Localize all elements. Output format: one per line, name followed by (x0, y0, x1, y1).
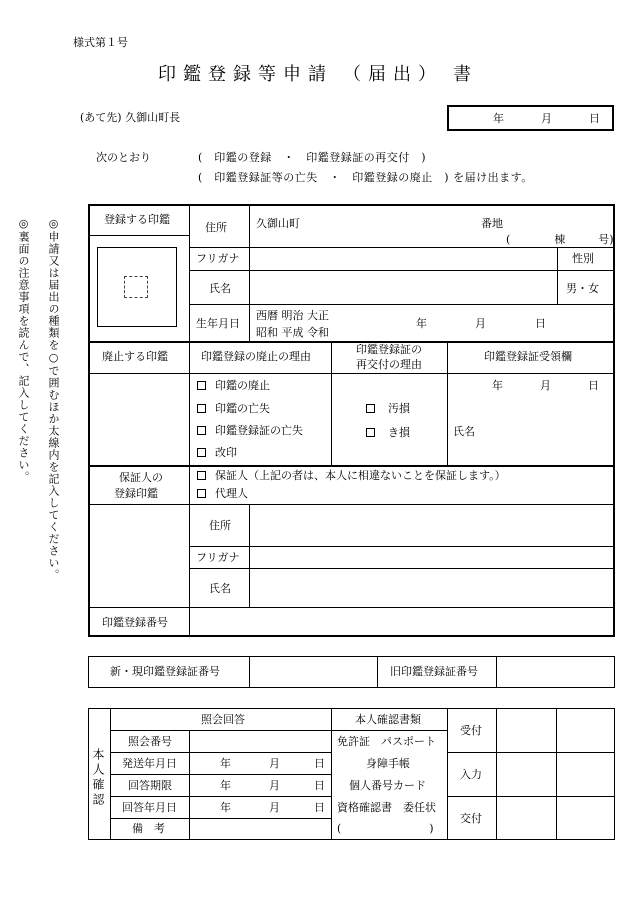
receipt-year: 年 (492, 379, 503, 392)
reissue-damaged: き損 (388, 426, 410, 439)
option-guarantor: 保証人（上記の者は、本人に相違ないことを保証します。） (215, 469, 506, 482)
intro-line1: ( 印鑑の登録 ・ 印鑑登録証の再交付 ) (198, 151, 427, 164)
building-label: ( 棟 号) (506, 233, 614, 246)
title-end: 書 (453, 64, 478, 85)
guarantor-furigana-label: フリガナ (196, 551, 240, 564)
dob-year: 年 (416, 317, 427, 330)
row-answer-day: 日 (314, 801, 325, 814)
reissue-soiled: 汚損 (388, 402, 410, 415)
old-cert-number-label: 旧印鑑登録証番号 (390, 665, 478, 678)
date-box[interactable] (447, 105, 614, 131)
checkbox-card-lost[interactable] (197, 426, 206, 435)
gender-value[interactable]: 男・女 (566, 282, 599, 295)
date-month-label: 月 (541, 112, 552, 125)
reg-no-label: 印鑑登録番号 (102, 616, 168, 629)
name-label: 氏名 (209, 282, 231, 295)
new-cert-number-label: 新・現印鑑登録証番号 (110, 665, 220, 678)
reason-seal-abolished: 印鑑の廃止 (215, 379, 270, 392)
form-number: 様式第１号 (73, 36, 128, 49)
receipt-label: 印鑑登録証受領欄 (484, 350, 572, 363)
gender-label: 性別 (572, 252, 594, 265)
dob-era-line1[interactable]: 西暦 明治 大正 (256, 309, 329, 322)
addressee: (あて先) 久御山町長 (80, 111, 181, 124)
furigana-label: フリガナ (196, 252, 240, 265)
register-seal-box[interactable] (97, 247, 177, 327)
row-deadline: 回答期限 (128, 779, 172, 792)
row-sent-date: 発送年月日 (122, 757, 177, 770)
reason-seal-lost: 印鑑の亡失 (215, 402, 270, 415)
guarantor-address-label: 住所 (209, 519, 231, 532)
checkbox-soiled[interactable] (366, 404, 375, 413)
row-sent-month: 月 (269, 757, 280, 770)
row-inquiry-no: 照会番号 (128, 735, 172, 748)
inquiry-header: 照会回答 (201, 713, 245, 726)
dob-day: 日 (535, 317, 546, 330)
id-doc-mynumber[interactable]: 個人番号カード (349, 779, 426, 792)
reissue-label-1: 印鑑登録証の (356, 343, 422, 356)
checkbox-damaged[interactable] (366, 428, 375, 437)
stage-issue: 交付 (460, 812, 482, 825)
checkbox-guarantor[interactable] (197, 471, 206, 480)
dob-era-line2[interactable]: 昭和 平成 令和 (256, 326, 329, 339)
reissue-label-2: 再交付の理由 (356, 358, 422, 371)
reason-seal-change: 改印 (215, 446, 237, 459)
stage-reception: 受付 (460, 724, 482, 737)
address-value: 久御山町 (256, 217, 300, 230)
checkbox-seal-abolished[interactable] (197, 381, 206, 390)
abolish-seal-label: 廃止する印鑑 (102, 350, 168, 363)
receipt-month: 月 (540, 379, 551, 392)
row-sent-day: 日 (314, 757, 325, 770)
date-year-label: 年 (493, 112, 504, 125)
intro-line2: ( 印鑑登録証等の亡失 ・ 印鑑登録の廃止 ) を届け出ます。 (198, 171, 533, 184)
checkbox-proxy[interactable] (197, 489, 206, 498)
dob-month: 月 (475, 317, 486, 330)
guarantor-label-1: 保証人の (119, 471, 163, 484)
checkbox-seal-change[interactable] (197, 448, 206, 457)
id-doc-disability[interactable]: 身障手帳 (366, 757, 410, 770)
title-paren: （届出） (343, 64, 443, 85)
guarantor-name-label: 氏名 (209, 582, 231, 595)
id-docs-header: 本人確認書類 (355, 713, 421, 726)
stage-input: 入力 (460, 768, 482, 781)
row-answer-date: 回答年月日 (122, 801, 177, 814)
address-label: 住所 (205, 221, 227, 234)
row-answer-year: 年 (220, 801, 231, 814)
receipt-day: 日 (588, 379, 599, 392)
banchi-label: 番地 (481, 217, 503, 230)
side-note-1: ◎申請又は届出の種類を○で囲むほか太線内を記入してください。 (47, 217, 60, 581)
dob-label: 生年月日 (196, 317, 240, 330)
row-answer-month: 月 (269, 801, 280, 814)
abolish-reason-label: 印鑑登録の廃止の理由 (201, 350, 311, 363)
row-deadline-day: 日 (314, 779, 325, 792)
checkbox-seal-lost[interactable] (197, 404, 206, 413)
row-sent-year: 年 (220, 757, 231, 770)
receipt-name-label: 氏名 (453, 425, 475, 438)
row-deadline-month: 月 (269, 779, 280, 792)
row-remarks: 備 考 (132, 822, 165, 835)
id-doc-other[interactable]: ( ) (337, 822, 434, 835)
guarantor-label-2: 登録印鑑 (114, 487, 158, 500)
intro-lead: 次のとおり (96, 151, 151, 164)
row-deadline-year: 年 (220, 779, 231, 792)
id-doc-qualification-proxy[interactable]: 資格確認書 委任状 (337, 801, 436, 814)
reason-card-lost: 印鑑登録証の亡失 (215, 424, 303, 437)
office-side-label: 本人確認 (91, 748, 105, 808)
side-note-2: ◎裏面の注意事項を読んで、記入してください。 (17, 217, 30, 483)
date-day-label: 日 (589, 112, 600, 125)
seal-placement-mark (124, 276, 148, 298)
option-proxy: 代理人 (215, 487, 248, 500)
id-doc-license-passport[interactable]: 免許証 パスポート (337, 735, 436, 748)
form-title (158, 60, 478, 86)
register-seal-label: 登録する印鑑 (104, 213, 170, 226)
title-main: 印鑑登録等申請 (158, 64, 333, 85)
